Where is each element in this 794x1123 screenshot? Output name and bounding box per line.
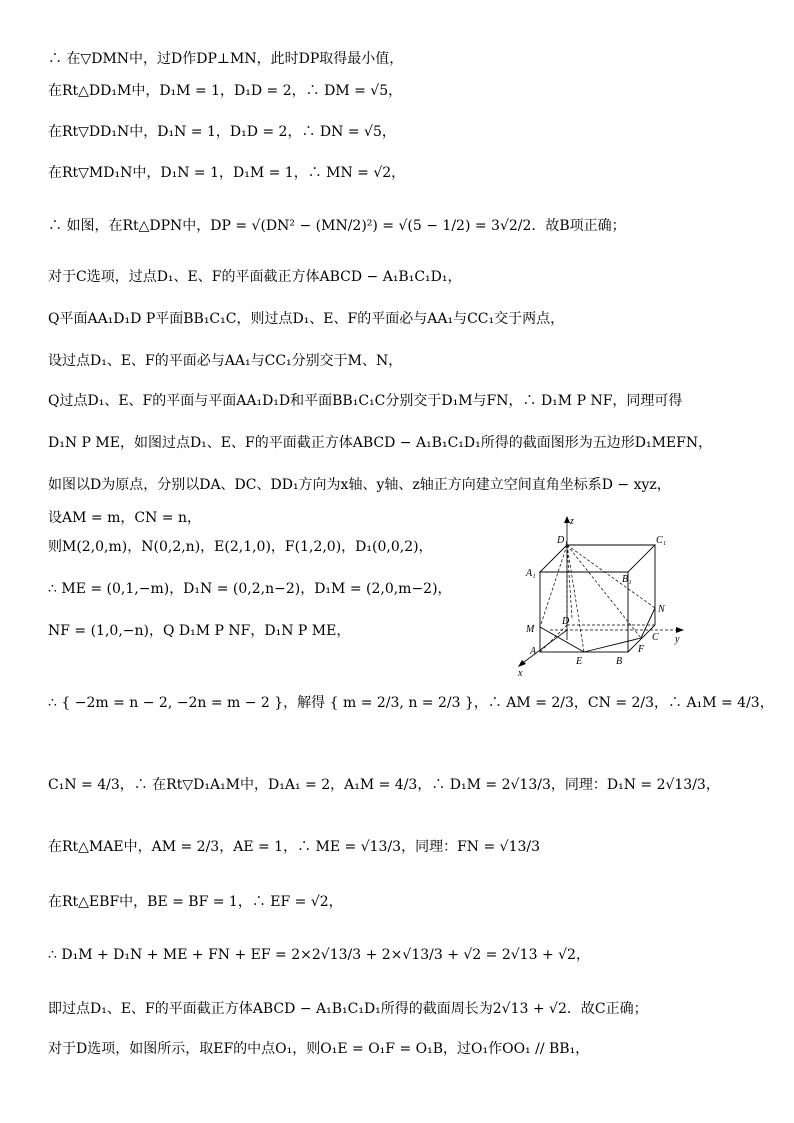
text-line-12: 设AM = m，CN = n， <box>48 510 201 526</box>
label-A1: A₁ <box>526 568 536 579</box>
text-line-15: NF = (1,0,−n)，Q D₁M P NF，D₁N P ME， <box>48 623 351 639</box>
text-line-20: ∴ D₁M + D₁N + ME + FN + EF = 2×2√13/3 + 2×√13/3 + √2 = 2√13 + √2， <box>48 947 590 963</box>
label-B: B <box>616 656 623 667</box>
label-y: y <box>675 634 680 645</box>
label-D: D <box>562 616 570 627</box>
label-N: N <box>658 604 665 615</box>
text-line-7: Q平面AA₁D₁D P平面BB₁C₁C，则过点D₁、E、F的平面必与AA₁与CC₁交于两点， <box>48 311 565 327</box>
text-line-17: C₁N = 4/3，∴ 在Rt▽D₁A₁M中，D₁A₁ = 2，A₁M = 4/3，∴ D₁M = 2√13/3，同理：D₁N = 2√13/3， <box>48 777 720 793</box>
label-E: E <box>576 656 583 667</box>
text-line-6: 对于C选项，过点D₁、E、F的平面截正方体ABCD − A₁B₁C₁D₁， <box>48 269 462 285</box>
text-line-11: 如图以D为原点，分别以DA、DC、DD₁方向为x轴、y轴、z轴正方向建立空间直角坐标系D − xyz， <box>48 477 671 493</box>
text-line-9: Q过点D₁、E、F的平面与平面AA₁D₁D和平面BB₁C₁C分别交于D₁M与FN，∴ D₁M P NF，同理可得 <box>48 393 683 409</box>
text-line-4: 在Rt▽MD₁N中，D₁N = 1，D₁M = 1，∴ MN = √2， <box>48 165 406 181</box>
label-C: C <box>652 632 659 643</box>
text-line-3: 在Rt▽DD₁N中，D₁N = 1，D₁D = 2，∴ DN = √5， <box>48 124 396 140</box>
text-line-2: 在Rt△DD₁M中，D₁M = 1，D₁D = 2，∴ DM = √5， <box>48 83 403 99</box>
text-line-5: ∴ 如图，在Rt△DPN中，DP = √(DN² − (MN/2)²) = √(5 − 1/2) = 3√2/2．故B项正确； <box>48 218 626 234</box>
cube-figure <box>510 510 690 680</box>
label-B1: B₁ <box>622 574 632 585</box>
label-M: M <box>526 624 535 635</box>
text-line-18: 在Rt△MAE中，AM = 2/3，AE = 1，∴ ME = √13/3，同理：FN = √13/3 <box>48 839 541 855</box>
label-A: A <box>530 646 537 657</box>
label-z: z <box>570 516 574 527</box>
text-line-1: ∴ 在▽DMN中，过D作DP⊥MN，此时DP取得最小值， <box>48 51 404 67</box>
text-line-8: 设过点D₁、E、F的平面必与AA₁与CC₁分别交于M、N， <box>48 353 403 369</box>
text-line-10: D₁N P ME，如图过点D₁、E、F的平面截正方体ABCD − A₁B₁C₁D₁所得的截面图形为五边形D₁MEFN， <box>48 435 713 451</box>
label-F: F <box>638 644 645 655</box>
text-line-14: ∴ ME = (0,1,−m)，D₁N = (0,2,n−2)，D₁M = (2,0,m−2)， <box>48 581 452 597</box>
text-line-19: 在Rt△EBF中，BE = BF = 1，∴ EF = √2， <box>48 894 343 910</box>
label-D1: D₁ <box>557 535 568 546</box>
text-line-16: ∴ { −2m = n − 2, −2n = m − 2 }，解得 { m = 2/3, n = 2/3 }，∴ AM = 2/3，CN = 2/3，∴ A₁M = 4/3， <box>48 695 774 711</box>
label-x: x <box>518 668 523 679</box>
text-line-21: 即过点D₁、E、F的平面截正方体ABCD − A₁B₁C₁D₁所得的截面周长为2√13 + √2．故C正确； <box>48 1001 648 1017</box>
text-line-22: 对于D选项，如图所示，取EF的中点O₁，则O₁E = O₁F = O₁B，过O₁作OO₁ // BB₁， <box>48 1041 590 1057</box>
label-C1: C₁ <box>656 535 667 546</box>
text-line-13: 则M(2,0,m)，N(0,2,n)，E(2,1,0)，F(1,2,0)，D₁(0,0,2)， <box>48 539 433 555</box>
